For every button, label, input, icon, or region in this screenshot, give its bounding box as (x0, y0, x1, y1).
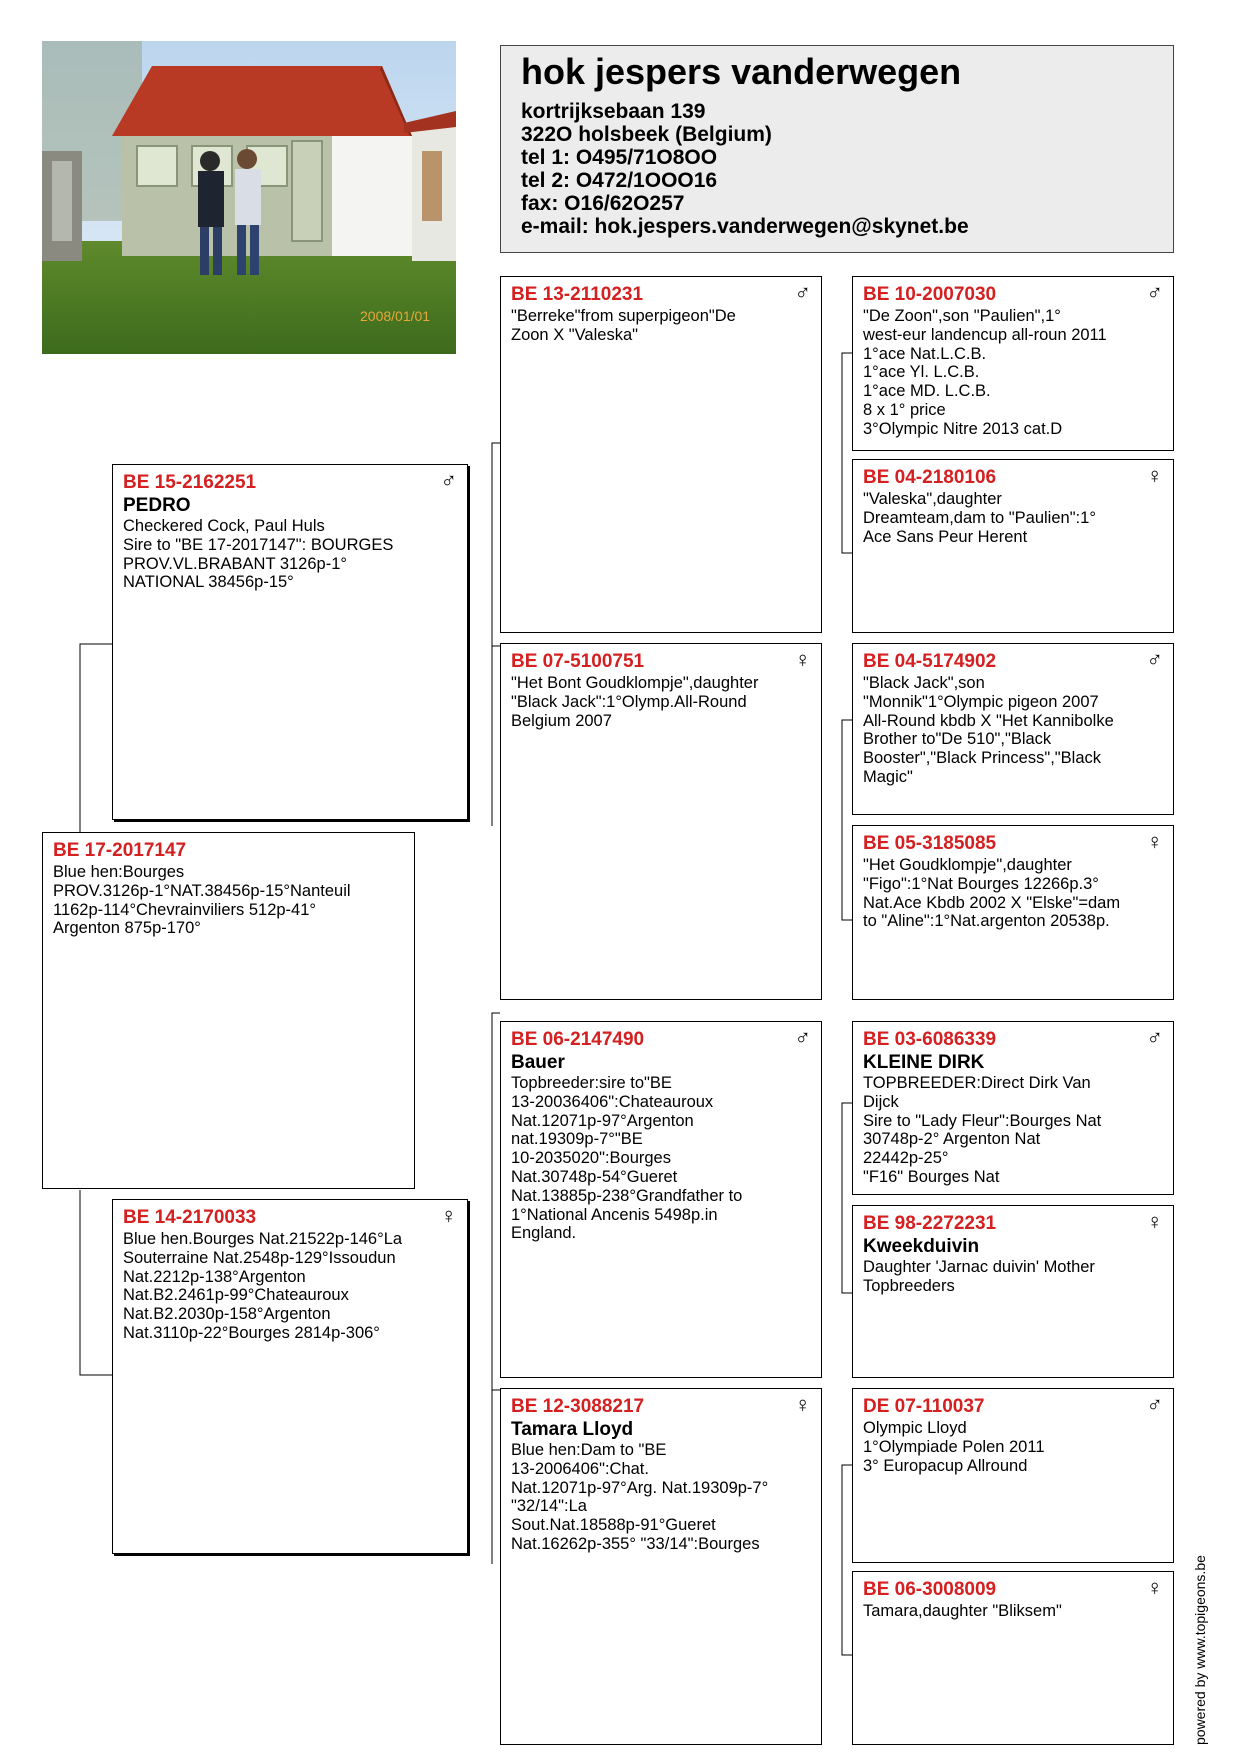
male-symbol-icon: ♂ (1146, 280, 1163, 305)
pigeon-card-sire-sire (500, 276, 822, 633)
pigeon-card-ddd (852, 1571, 1174, 1745)
ring-number: BE 13-2110231 (511, 284, 644, 305)
ring-number: BE 04-2180106 (863, 467, 997, 488)
male-symbol-icon: ♂ (1146, 1392, 1163, 1417)
ring-number: BE 06-3008009 (863, 1579, 997, 1600)
ring-number: DE 07-110037 (863, 1396, 985, 1417)
pigeon-card-sss (852, 276, 1174, 451)
pigeon-description: Daughter 'Jarnac duivin' Mother Topbreeders (863, 1258, 1095, 1295)
female-symbol-icon: ♀ (1146, 1209, 1163, 1234)
female-symbol-icon: ♀ (440, 1203, 457, 1228)
ring-number: BE 98-2272231 (863, 1213, 997, 1234)
pigeon-description: "De Zoon",son "Paulien",1° west-eur landencup all-roun 2011 1°ace Nat.L.C.B. 1°ace Yl. L.C.B. 1°ace MD. L.C.B. 8 x 1° price 3°Olympic Nitre 2013 cat.D (863, 307, 1107, 438)
pigeon-card-dam-dam (500, 1388, 822, 1745)
breeder-fax: fax: O16/62O257 (521, 192, 685, 215)
ring-number: BE 06-2147490 (511, 1029, 645, 1050)
pigeon-name: KLEINE DIRK (863, 1052, 985, 1073)
male-symbol-icon: ♂ (794, 1025, 811, 1050)
pigeon-description: Tamara,daughter "Bliksem" (863, 1602, 1062, 1620)
male-symbol-icon: ♂ (1146, 647, 1163, 672)
loft-photo (42, 41, 456, 354)
pigeon-card-dam (112, 1199, 468, 1554)
pigeon-card-sire (112, 464, 468, 820)
pigeon-card-dsd (852, 1205, 1174, 1378)
male-symbol-icon: ♂ (440, 468, 457, 493)
pigeon-description: Blue hen:Bourges PROV.3126p-1°NAT.38456p-15°Nanteuil 1162p-114°Chevrainviliers 512p-41° Argenton 875p-170° (53, 863, 351, 938)
pigeon-card-ssd (852, 459, 1174, 633)
pigeon-name: Tamara Lloyd (511, 1419, 634, 1440)
female-symbol-icon: ♀ (794, 647, 811, 672)
pigeon-description: "Valeska",daughter Dreamteam,dam to "Paulien":1° Ace Sans Peur Herent (863, 490, 1096, 546)
ring-number: BE 04-5174902 (863, 651, 997, 672)
pigeon-description: Olympic Lloyd 1°Olympiade Polen 2011 3° Europacup Allround (863, 1419, 1045, 1475)
pigeon-description: Topbreeder:sire to"BE 13-20036406":Chateauroux Nat.12071p-97°Argenton nat.19309p-7°"BE 10-2035020":Bourges Nat.30748p-54°Gueret Nat.13885p-238°Grandfather to 1°National Ancenis 5498p.in England. (511, 1074, 743, 1243)
ring-number: BE 07-5100751 (511, 651, 645, 672)
male-symbol-icon: ♂ (1146, 1025, 1163, 1050)
pigeon-card-subject (42, 832, 415, 1189)
ring-number: BE 17-2017147 (53, 840, 187, 861)
pigeon-card-sire-dam (500, 643, 822, 1000)
breeder-tel-2: tel 2: O472/1OOO16 (521, 169, 718, 192)
female-symbol-icon: ♀ (794, 1392, 811, 1417)
female-symbol-icon: ♀ (1146, 463, 1163, 488)
ring-number: BE 03-6086339 (863, 1029, 997, 1050)
pigeon-description: TOPBREEDER:Direct Dirk Van Dijck Sire to "Lady Fleur":Bourges Nat 30748p-2° Argenton Nat 22442p-25° "F16" Bourges Nat (863, 1074, 1102, 1186)
breeder-name: hok jespers vanderwegen (521, 51, 962, 92)
male-symbol-icon: ♂ (794, 280, 811, 305)
pigeon-card-dss (852, 1021, 1174, 1195)
pigeon-description: "Het Bont Goudklompje",daughter "Black Jack":1°Olymp.All-Round Belgium 2007 (511, 674, 759, 730)
pigeon-name: Kweekduivin (863, 1236, 980, 1257)
ring-number: BE 05-3185085 (863, 833, 997, 854)
pigeon-description: Blue hen.Bourges Nat.21522p-146°La Souterraine Nat.2548p-129°Issoudun Nat.2212p-138°Argenton Nat.B2.2461p-99°Chateauroux Nat.B2.2030p-158°Argenton Nat.3110p-22°Bourges 2814p-306° (123, 1230, 403, 1342)
female-symbol-icon: ♀ (1146, 829, 1163, 854)
pigeon-description: "Het Goudklompje",daughter "Figo":1°Nat Bourges 12266p.3° Nat.Ace Kbdb 2002 X "Elske"=dam to "Aline":1°Nat.argenton 20538p. (863, 856, 1121, 931)
breeder-header (500, 45, 1174, 253)
ring-number: BE 12-3088217 (511, 1396, 645, 1417)
breeder-city: 322O holsbeek (Belgium) (521, 123, 772, 146)
breeder-address: kortrijksebaan 139 (521, 100, 706, 123)
pigeon-name: PEDRO (123, 495, 191, 516)
pigeon-description: Checkered Cock, Paul Huls Sire to "BE 17-2017147": BOURGES PROV.VL.BRABANT 3126p-1° NATIONAL 38456p-15° (123, 517, 394, 592)
breeder-email: e-mail: hok.jespers.vanderwegen@skynet.be (521, 215, 969, 238)
pigeon-card-dds (852, 1388, 1174, 1563)
loft-photo-image (42, 41, 456, 354)
ring-number: BE 10-2007030 (863, 284, 997, 305)
female-symbol-icon: ♀ (1146, 1575, 1163, 1600)
ring-number: BE 14-2170033 (123, 1207, 257, 1228)
pigeon-card-dam-sire (500, 1021, 822, 1378)
pigeon-description: "Black Jack",son "Monnik"1°Olympic pigeon 2007 All-Round kbdb X "Het Kannibolke Brother to"De 510","Black Booster","Black Princess","Black Magic" (863, 674, 1114, 786)
photo-date-stamp: 2008/01/01 (360, 308, 431, 324)
ring-number: BE 15-2162251 (123, 472, 257, 493)
pigeon-card-sdd (852, 825, 1174, 1000)
powered-by-credit: powered by www.topigeons.be (1192, 1555, 1208, 1745)
pigeon-name: Bauer (511, 1052, 565, 1073)
breeder-tel-1: tel 1: O495/71O8OO (521, 146, 718, 169)
pigeon-description: "Berreke"from superpigeon"De Zoon X "Valeska" (511, 307, 736, 344)
pigeon-card-sds (852, 643, 1174, 815)
pigeon-description: Blue hen:Dam to "BE 13-2006406":Chat. Nat.12071p-97°Arg. Nat.19309p-7° "32/14":La Sout.Nat.18588p-91°Gueret Nat.16262p-355° "33/14":Bourges (511, 1441, 769, 1553)
